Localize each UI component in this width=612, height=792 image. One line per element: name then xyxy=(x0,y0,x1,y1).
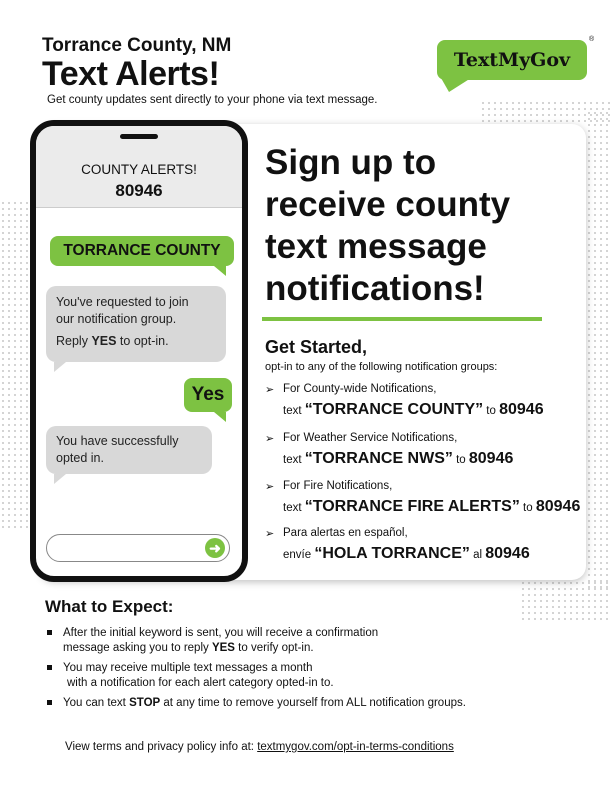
yes-bubble-text: Yes xyxy=(191,384,225,405)
dot-pattern-right xyxy=(586,110,612,590)
expect-list xyxy=(45,626,565,717)
message-input[interactable] xyxy=(46,534,230,562)
request-bubble xyxy=(46,286,226,362)
optin-instructions: opt-in to any of the following notification groups: xyxy=(265,361,498,373)
headline-line-2: receive county xyxy=(265,185,511,224)
page-header xyxy=(42,36,231,92)
terms-line xyxy=(65,741,454,753)
signup-headline xyxy=(265,142,575,310)
arrow-right-icon: ➜ xyxy=(209,540,221,556)
square-bullet-icon xyxy=(47,700,52,705)
square-bullet-icon xyxy=(47,665,52,670)
dot-pattern-left xyxy=(0,200,30,530)
keyword-bubble-tail xyxy=(214,266,226,276)
arrow-bullet-icon: ➢ xyxy=(265,433,275,445)
logo-speech-tail xyxy=(441,78,471,92)
success-bubble xyxy=(46,426,212,474)
group-instruction: envíe “HOLA TORRANCE” al 80946 xyxy=(283,545,530,562)
request-bubble-tail xyxy=(54,362,66,372)
alert-short-code: 80946 xyxy=(115,181,163,200)
terms-link[interactable]: textmygov.com/opt-in-terms-conditions xyxy=(257,741,454,753)
arrow-bullet-icon: ➢ xyxy=(265,481,275,493)
phone-mockup xyxy=(30,120,248,582)
success-line-2: opted in. xyxy=(56,451,104,465)
keyword-bubble xyxy=(50,236,234,266)
arrow-bullet-icon: ➢ xyxy=(265,528,275,540)
page-subtitle: Get county updates sent directly to your phone via text message. xyxy=(47,94,378,106)
group-instruction: text “TORRANCE NWS” to 80946 xyxy=(283,450,514,467)
phone-speaker xyxy=(120,134,158,139)
page-title: Text Alerts! xyxy=(42,55,220,93)
county-name: Torrance County, NM xyxy=(42,35,232,56)
group-label: For County-wide Notifications, xyxy=(283,383,437,395)
request-reply-line: Reply YES to opt-in. xyxy=(56,334,169,348)
headline-line-1: Sign up to xyxy=(265,143,437,182)
alert-label: COUNTY ALERTS! xyxy=(81,162,197,177)
what-to-expect-heading: What to Expect: xyxy=(45,597,174,616)
success-line-1: You have successfully xyxy=(56,434,179,448)
expect-item-frequency: You may receive multiple text messages a month with a notification for each alert category opted-in to. xyxy=(45,661,565,690)
success-bubble-tail xyxy=(54,474,66,484)
group-label: For Fire Notifications, xyxy=(283,480,393,492)
group-instruction: text “TORRANCE FIRE ALERTS” to 80946 xyxy=(283,498,581,515)
dot-pattern-bottom-right xyxy=(520,580,612,620)
yes-bubble xyxy=(184,378,232,412)
headline-line-3: text message xyxy=(265,227,487,266)
arrow-bullet-icon: ➢ xyxy=(265,384,275,396)
request-line-2: our notification group. xyxy=(56,312,177,326)
yes-bubble-tail xyxy=(214,412,226,422)
green-divider xyxy=(262,317,542,321)
phone-header xyxy=(36,126,242,208)
request-line-1: You've requested to join xyxy=(56,295,189,309)
group-instruction: text “TORRANCE COUNTY” to 80946 xyxy=(283,401,544,418)
expect-item-stop: You can text STOP at any time to remove yourself from ALL notification groups. xyxy=(45,696,565,711)
terms-prefix: View terms and privacy policy info at: xyxy=(65,741,258,753)
textmygov-logo: TextMyGov xyxy=(437,40,587,80)
expect-item-confirmation: After the initial keyword is sent, you will receive a confirmation message asking you to reply YES to verify opt-in. xyxy=(45,626,565,655)
registered-mark: ® xyxy=(589,36,595,43)
send-button[interactable] xyxy=(205,538,225,558)
keyword-bubble-text: TORRANCE COUNTY xyxy=(63,242,221,259)
group-label: Para alertas en español, xyxy=(283,527,408,539)
headline-line-4: notifications! xyxy=(265,269,485,308)
get-started-heading: Get Started, xyxy=(265,337,368,357)
square-bullet-icon xyxy=(47,630,52,635)
group-label: For Weather Service Notifications, xyxy=(283,432,458,444)
dot-pattern-top-right xyxy=(480,100,612,124)
